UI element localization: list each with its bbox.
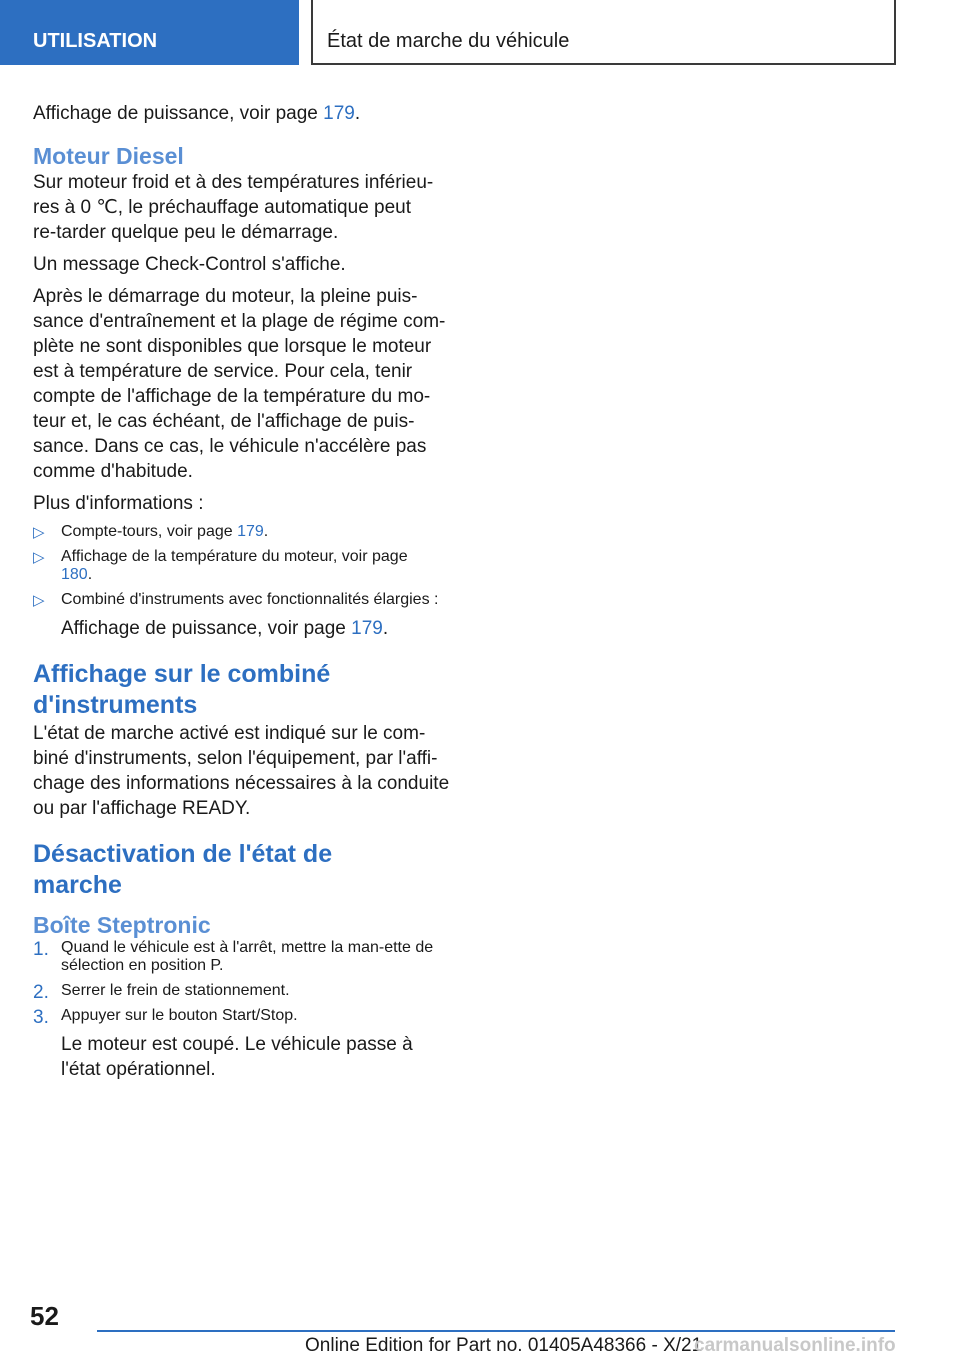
paragraph: Plus d'informations : (33, 493, 204, 514)
step-number: 2. (33, 982, 49, 1003)
step-item: 1. Quand le véhicule est à l'arrêt, mettre la man-ette de sélection en position P. (33, 939, 434, 974)
section-tab: UTILISATION (0, 0, 299, 65)
list-item: ▷ Combiné d'instruments avec fonctionnalités élargies : (33, 591, 439, 609)
triangle-bullet-icon: ▷ (33, 592, 45, 609)
section-heading-deactivation: Désactivation de l'état de marche (33, 840, 333, 899)
watermark: carmanualsonline.info (694, 1335, 896, 1356)
page-link[interactable]: 179 (351, 618, 383, 639)
intro-paragraph: Affichage de puissance, voir page 179. (33, 103, 361, 124)
step-number: 1. (33, 939, 49, 960)
triangle-bullet-icon: ▷ (33, 524, 45, 541)
list-subitem: Affichage de puissance, voir page 179. (61, 618, 389, 639)
step-result: Le moteur est coupé. Le véhicule passe à l'état opérationnel. (61, 1034, 413, 1080)
edition-text: Online Edition for Part no. 01405A48366 - X/21 (305, 1335, 703, 1356)
page-link[interactable]: 180 (61, 566, 88, 583)
footer-divider (97, 1330, 895, 1332)
paragraph: Après le démarrage du moteur, la pleine puis-sance d'entraînement et la plage de régime com-plète ne sont disponibles que lorsque le moteur est à température de service. Pour cela, tenir compte de l'affichage de la température du mo-teur et, le cas échéant, de l'affichage de puis-sance. Dans ce cas, le véhicule n'accélère pas comme d'habitude. (33, 286, 446, 482)
section-heading-diesel: Moteur Diesel (33, 143, 184, 169)
paragraph: Un message Check-Control s'affiche. (33, 254, 346, 275)
step-item: 2. Serrer le frein de stationnement. (33, 982, 290, 1003)
list-item: ▷ Affichage de la température du moteur, voir page 180. (33, 548, 408, 583)
step-item: 3. Appuyer sur le bouton Start/Stop. (33, 1007, 298, 1028)
subsection-heading-steptronic: Boîte Steptronic (33, 912, 211, 938)
section-heading-combine: Affichage sur le combiné d'instruments (33, 660, 331, 719)
paragraph: Sur moteur froid et à des températures inférieu-res à 0 ℃, le préchauffage automatique peut re-tarder quelque peu le démarrage. (33, 172, 434, 243)
triangle-bullet-icon: ▷ (33, 549, 45, 566)
list-item: ▷ Compte-tours, voir page 179. (33, 523, 269, 541)
page-link[interactable]: 179 (237, 523, 264, 540)
page-number: 52 (30, 1301, 59, 1331)
page-link[interactable]: 179 (323, 103, 355, 124)
chapter-title: État de marche du véhicule (311, 0, 896, 65)
step-number: 3. (33, 1007, 49, 1028)
paragraph: L'état de marche activé est indiqué sur le com-biné d'instruments, selon l'équipement, par l'affi-chage des informations nécessaires à la conduite ou par l'affichage READY. (33, 723, 450, 819)
page-content (33, 101, 453, 1089)
